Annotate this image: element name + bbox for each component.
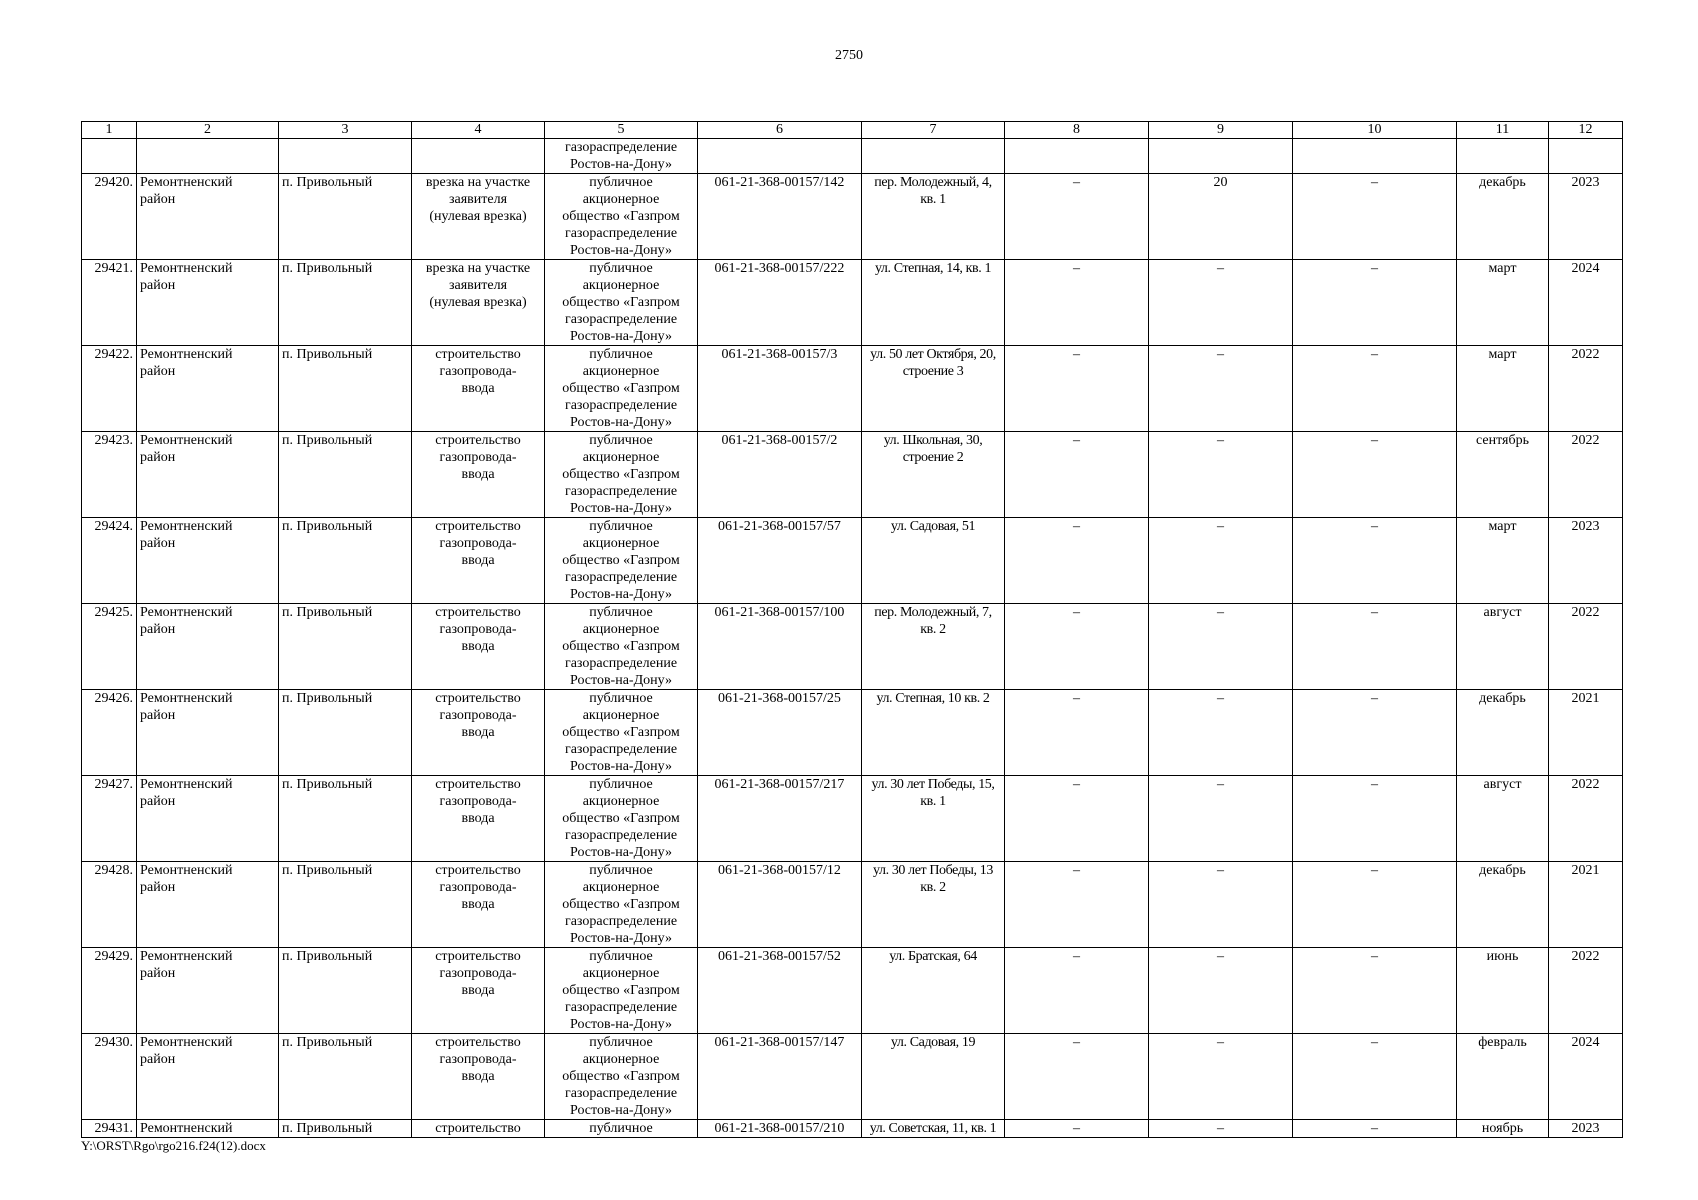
row-number [82,139,137,174]
settlement-cell: п. Привольный [279,690,412,776]
column-header: 11 [1457,122,1549,139]
row-number: 29423. [82,432,137,518]
district-cell: Ремонтненский район [137,1034,279,1120]
owner-cell: публичное акционерное общество «Газпром газораспределение Ростов-на-Дону» [545,604,698,690]
row-number: 29427. [82,776,137,862]
owner-cell: публичное акционерное общество «Газпром газораспределение Ростов-на-Дону» [545,862,698,948]
work-type-cell: врезка на участке заявителя (нулевая врезка) [412,174,545,260]
month-cell: март [1457,346,1549,432]
column-header: 5 [545,122,698,139]
address-cell: ул. 50 лет Октября, 20, строение 3 [862,346,1005,432]
address-cell: ул. 30 лет Победы, 15, кв. 1 [862,776,1005,862]
work-type-cell: строительство [412,1120,545,1138]
col10-cell: – [1293,604,1457,690]
month-cell: декабрь [1457,174,1549,260]
year-cell: 2023 [1549,1120,1623,1138]
code-cell: 061-21-368-00157/142 [698,174,862,260]
col10-cell: – [1293,174,1457,260]
year-cell: 2023 [1549,174,1623,260]
year-cell: 2022 [1549,948,1623,1034]
settlement-cell: п. Привольный [279,518,412,604]
code-cell: 061-21-368-00157/100 [698,604,862,690]
settlement-cell: п. Привольный [279,432,412,518]
col9-cell: – [1149,862,1293,948]
col8-cell: – [1005,948,1149,1034]
settlement-cell: п. Привольный [279,260,412,346]
col10-cell: – [1293,1120,1457,1138]
district-cell: Ремонтненский район [137,346,279,432]
table-row [82,948,1623,1034]
code-cell: 061-21-368-00157/217 [698,776,862,862]
col10-cell: – [1293,776,1457,862]
row-number: 29425. [82,604,137,690]
year-cell: 2024 [1549,1034,1623,1120]
file-path: Y:\ORST\Rgo\rgo216.f24(12).docx [81,1138,266,1153]
month-cell: июнь [1457,948,1549,1034]
month-cell: март [1457,518,1549,604]
col9-cell: – [1149,260,1293,346]
col10-cell: – [1293,862,1457,948]
work-type-cell: врезка на участке заявителя (нулевая врезка) [412,260,545,346]
address-cell: ул. Советская, 11, кв. 1 [862,1120,1005,1138]
year-cell: 2021 [1549,690,1623,776]
code-cell: 061-21-368-00157/25 [698,690,862,776]
column-header: 8 [1005,122,1149,139]
col9-cell: – [1149,1120,1293,1138]
district-cell: Ремонтненский район [137,260,279,346]
year-cell: 2022 [1549,776,1623,862]
col10-cell: – [1293,432,1457,518]
col9-cell: – [1149,690,1293,776]
address-cell: ул. Садовая, 51 [862,518,1005,604]
register-table [81,121,1623,1138]
code-cell: 061-21-368-00157/2 [698,432,862,518]
address-cell: ул. Садовая, 19 [862,1034,1005,1120]
district-cell [137,139,279,174]
table-row [82,346,1623,432]
year-cell: 2023 [1549,518,1623,604]
col8-cell: – [1005,346,1149,432]
row-number: 29431. [82,1120,137,1138]
month-cell: март [1457,260,1549,346]
page-number: 2750 [835,48,863,63]
col9-cell: – [1149,1034,1293,1120]
month-cell [1457,139,1549,174]
address-cell: ул. Степная, 14, кв. 1 [862,260,1005,346]
col9-cell: 20 [1149,174,1293,260]
owner-cell: публичное акционерное общество «Газпром газораспределение Ростов-на-Дону» [545,776,698,862]
col9-cell: – [1149,948,1293,1034]
col8-cell: – [1005,862,1149,948]
col10-cell [1293,139,1457,174]
table-row [82,776,1623,862]
table-row [82,1120,1623,1138]
col8-cell: – [1005,518,1149,604]
district-cell: Ремонтненский район [137,690,279,776]
settlement-cell: п. Привольный [279,776,412,862]
district-cell: Ремонтненский [137,1120,279,1138]
code-cell: 061-21-368-00157/222 [698,260,862,346]
table-row [82,1034,1623,1120]
column-header: 2 [137,122,279,139]
month-cell: сентябрь [1457,432,1549,518]
month-cell: декабрь [1457,862,1549,948]
col10-cell: – [1293,1034,1457,1120]
settlement-cell: п. Привольный [279,174,412,260]
table-row [82,518,1623,604]
settlement-cell: п. Привольный [279,1034,412,1120]
year-cell: 2022 [1549,346,1623,432]
district-cell: Ремонтненский район [137,862,279,948]
district-cell: Ремонтненский район [137,604,279,690]
year-cell: 2022 [1549,604,1623,690]
settlement-cell [279,139,412,174]
settlement-cell: п. Привольный [279,604,412,690]
code-cell: 061-21-368-00157/12 [698,862,862,948]
month-cell: февраль [1457,1034,1549,1120]
code-cell: 061-21-368-00157/3 [698,346,862,432]
work-type-cell: строительство газопровода- ввода [412,1034,545,1120]
col8-cell: – [1005,604,1149,690]
row-number: 29420. [82,174,137,260]
owner-cell: публичное акционерное общество «Газпром газораспределение Ростов-на-Дону» [545,174,698,260]
address-cell: ул. Братская, 64 [862,948,1005,1034]
table-row [82,139,1623,174]
work-type-cell: строительство газопровода- ввода [412,604,545,690]
owner-cell: публичное акционерное общество «Газпром газораспределение Ростов-на-Дону» [545,1034,698,1120]
work-type-cell: строительство газопровода- ввода [412,690,545,776]
settlement-cell: п. Привольный [279,1120,412,1138]
column-header: 4 [412,122,545,139]
row-number: 29428. [82,862,137,948]
col9-cell: – [1149,776,1293,862]
work-type-cell: строительство газопровода- ввода [412,948,545,1034]
header-row [82,122,1623,139]
district-cell: Ремонтненский район [137,432,279,518]
column-header: 9 [1149,122,1293,139]
month-cell: август [1457,776,1549,862]
row-number: 29424. [82,518,137,604]
owner-cell: публичное акционерное общество «Газпром газораспределение Ростов-на-Дону» [545,518,698,604]
month-cell: ноябрь [1457,1120,1549,1138]
column-header: 7 [862,122,1005,139]
address-cell: ул. 30 лет Победы, 13 кв. 2 [862,862,1005,948]
work-type-cell: строительство газопровода- ввода [412,776,545,862]
owner-cell: газораспределение Ростов-на-Дону» [545,139,698,174]
code-cell: 061-21-368-00157/147 [698,1034,862,1120]
column-header: 10 [1293,122,1457,139]
year-cell: 2024 [1549,260,1623,346]
col10-cell: – [1293,948,1457,1034]
work-type-cell: строительство газопровода- ввода [412,432,545,518]
work-type-cell: строительство газопровода- ввода [412,518,545,604]
col9-cell [1149,139,1293,174]
district-cell: Ремонтненский район [137,776,279,862]
col8-cell: – [1005,1034,1149,1120]
table-row [82,174,1623,260]
address-cell: ул. Степная, 10 кв. 2 [862,690,1005,776]
code-cell [698,139,862,174]
table-row [82,604,1623,690]
settlement-cell: п. Привольный [279,862,412,948]
work-type-cell: строительство газопровода- ввода [412,346,545,432]
year-cell: 2021 [1549,862,1623,948]
owner-cell: публичное акционерное общество «Газпром газораспределение Ростов-на-Дону» [545,948,698,1034]
table-row [82,862,1623,948]
col10-cell: – [1293,346,1457,432]
address-cell: пер. Молодежный, 7, кв. 2 [862,604,1005,690]
owner-cell: публичное акционерное общество «Газпром газораспределение Ростов-на-Дону» [545,260,698,346]
owner-cell: публичное [545,1120,698,1138]
row-number: 29421. [82,260,137,346]
year-cell [1549,139,1623,174]
col8-cell: – [1005,432,1149,518]
address-cell: ул. Школьная, 30, строение 2 [862,432,1005,518]
district-cell: Ремонтненский район [137,174,279,260]
column-header: 12 [1549,122,1623,139]
address-cell: пер. Молодежный, 4, кв. 1 [862,174,1005,260]
work-type-cell [412,139,545,174]
district-cell: Ремонтненский район [137,518,279,604]
table-row [82,690,1623,776]
column-header: 1 [82,122,137,139]
column-header: 6 [698,122,862,139]
col10-cell: – [1293,518,1457,604]
table-body [82,139,1623,1138]
col10-cell: – [1293,690,1457,776]
table-row [82,432,1623,518]
col8-cell: – [1005,174,1149,260]
col8-cell: – [1005,690,1149,776]
district-cell: Ремонтненский район [137,948,279,1034]
col10-cell: – [1293,260,1457,346]
year-cell: 2022 [1549,432,1623,518]
month-cell: декабрь [1457,690,1549,776]
code-cell: 061-21-368-00157/210 [698,1120,862,1138]
col9-cell: – [1149,432,1293,518]
month-cell: август [1457,604,1549,690]
col8-cell: – [1005,1120,1149,1138]
col9-cell: – [1149,346,1293,432]
code-cell: 061-21-368-00157/52 [698,948,862,1034]
settlement-cell: п. Привольный [279,346,412,432]
row-number: 29426. [82,690,137,776]
table-row [82,260,1623,346]
col8-cell: – [1005,260,1149,346]
col9-cell: – [1149,518,1293,604]
column-header: 3 [279,122,412,139]
owner-cell: публичное акционерное общество «Газпром газораспределение Ростов-на-Дону» [545,690,698,776]
col9-cell: – [1149,604,1293,690]
code-cell: 061-21-368-00157/57 [698,518,862,604]
address-cell [862,139,1005,174]
settlement-cell: п. Привольный [279,948,412,1034]
row-number: 29422. [82,346,137,432]
owner-cell: публичное акционерное общество «Газпром газораспределение Ростов-на-Дону» [545,432,698,518]
work-type-cell: строительство газопровода- ввода [412,862,545,948]
row-number: 29429. [82,948,137,1034]
owner-cell: публичное акционерное общество «Газпром газораспределение Ростов-на-Дону» [545,346,698,432]
col8-cell [1005,139,1149,174]
col8-cell: – [1005,776,1149,862]
row-number: 29430. [82,1034,137,1120]
